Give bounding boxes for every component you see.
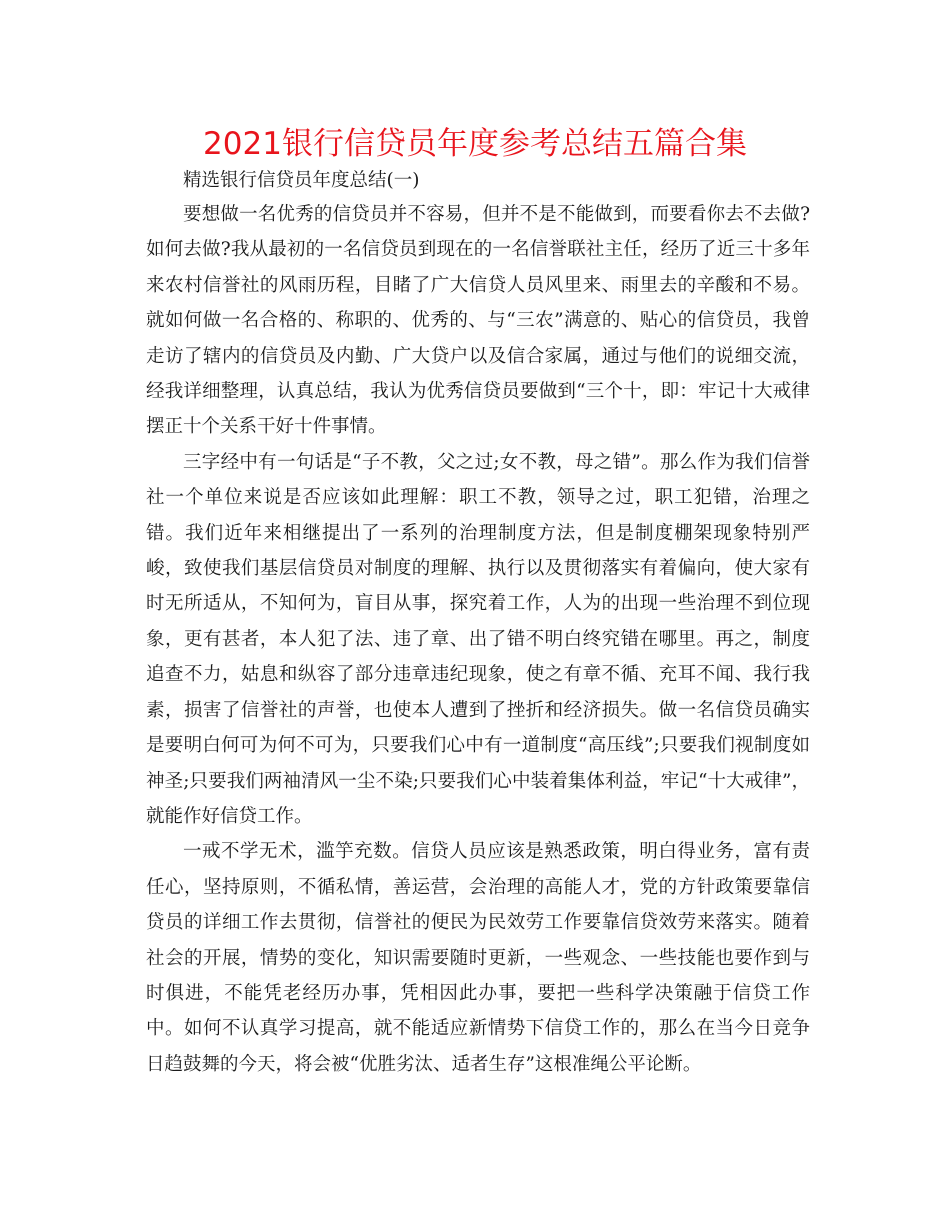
document-body — [146, 167, 810, 1082]
section-heading: 精选银行信贷员年度总结(一) — [183, 170, 420, 191]
paragraph: 一戒不学无术，滥竽充数。信贷人员应该是熟悉政策，明白得业务，富有责任心，坚持原则，不循私情，善运营，会治理的高能人才，党的方针政策要靠信贷员的详细工作去贯彻，信誉社的便民为民效劳工作要靠信贷效劳来落实。随着社会的开展，情势的变化，知识需要随时更新，一些观念、一些技能也要作到与时俱进，不能凭老经历办事，凭相因此办事，要把一些科学决策融于信贷工作中。如何不认真学习提高，就不能适应新情势下信贷工作的，那么在当今日竞争日趋鼓舞的今天，将会被“优胜劣汰、适者生存”这根准绳公平论断。 — [146, 841, 810, 1075]
paragraph: 三字经中有一句话是“子不教，父之过;女不教，母之错”。那么作为我们信誉社一个单位来说是否应该如此理解：职工不教，领导之过，职工犯错，治理之错。我们近年来相继提出了一系列的治理制度方法，但是制度棚架现象特别严峻，致使我们基层信贷员对制度的理解、执行以及贯彻落实有着偏向，使大家有时无所适从，不知何为，盲目从事，探究着工作，人为的出现一些治理不到位现象，更有甚者，本人犯了法、违了章、出了错不明白终究错在哪里。再之，制度追查不力，姑息和纵容了部分违章违纪现象，使之有章不循、充耳不闻、我行我素，损害了信誉社的声誉，也使本人遭到了挫折和经济损失。做一名信贷员确实是要明白何可为何不可为，只要我们心中有一道制度“高压线”;只要我们视制度如神圣;只要我们两袖清风一尘不染;只要我们心中装着集体利益，牢记“十大戒律”，就能作好信贷工作。 — [146, 451, 810, 827]
paragraph: 要想做一名优秀的信贷员并不容易，但并不是不能做到，而要看你去不去做?如何去做?我从最初的一名信贷员到现在的一名信誉联社主任，经历了近三十多年来农村信誉社的风雨历程，目睹了广大信贷人员风里来、雨里去的辛酸和不易。就如何做一名合格的、称职的、优秀的、与“三农”满意的、贴心的信贷员，我曾走访了辖内的信贷员及内勤、广大贷户以及信合家属，通过与他们的说细交流，经我详细整理，认真总结，我认为优秀信贷员要做到“三个十，即：牢记十大戒律摆正十个关系干好十件事情。 — [146, 204, 810, 438]
document-title: 2021银行信贷员年度参考总结五篇合集 — [203, 126, 747, 162]
